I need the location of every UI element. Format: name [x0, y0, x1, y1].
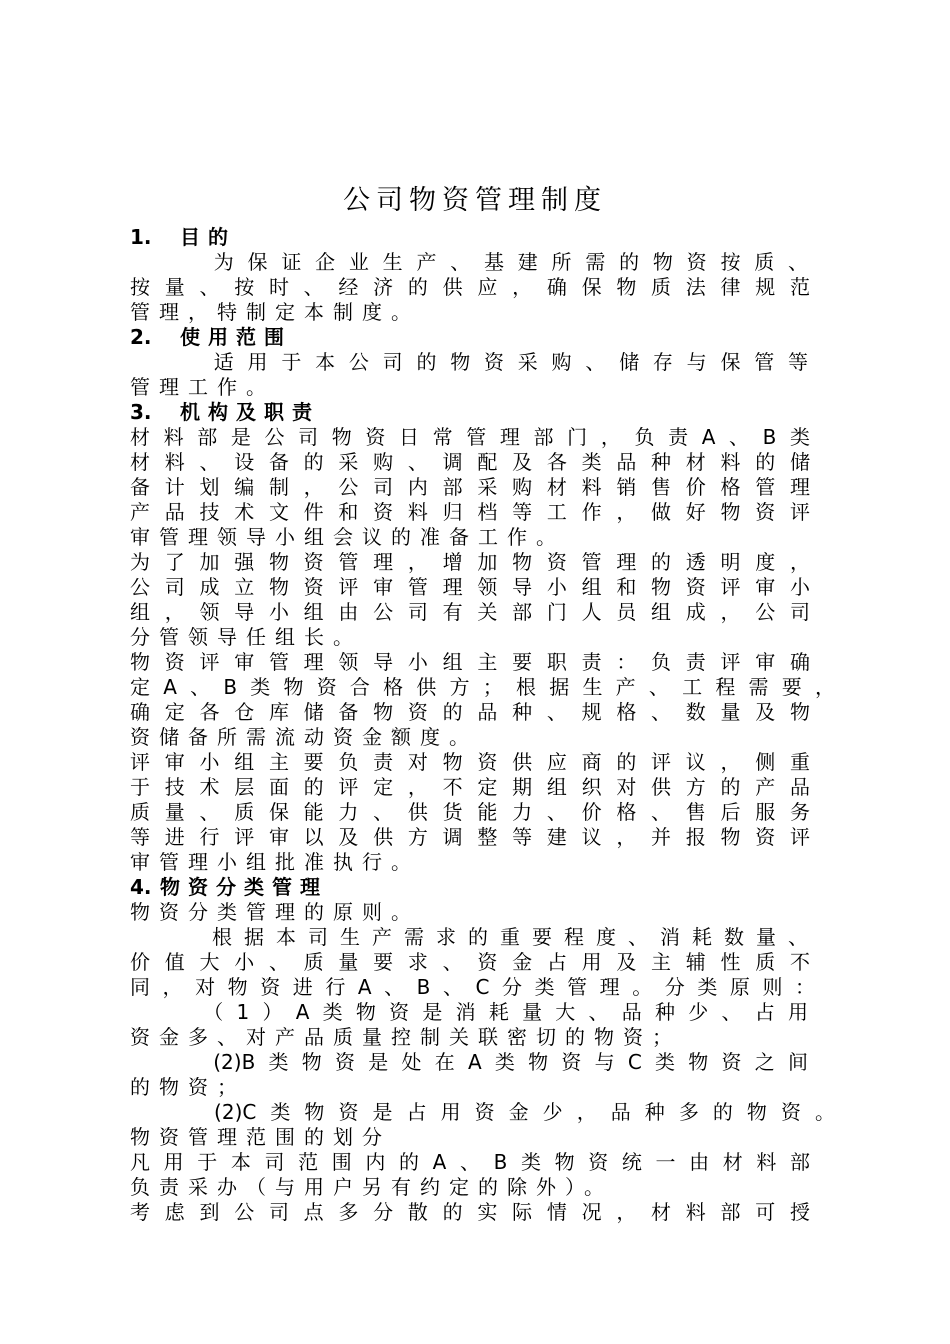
paragraph-line: (2)C类物资是占用资金少，品种多的物资。 — [180, 1100, 835, 1124]
paragraph-line: 资金多、对产品质量控制关联密切的物资； — [130, 1025, 681, 1049]
page-title: 公司物资管理制度 — [343, 185, 607, 216]
paragraph-line: 评审小组主要负责对物资供应商的评议，侧重 — [130, 750, 810, 774]
paragraph-line: 确定各仓库储备物资的品种、规格、数量及物 — [130, 700, 810, 724]
paragraph-line: 资储备所需流动资金额度。 — [130, 725, 478, 749]
paragraph-line: (2)B类物资是处在A类物资与C类物资之间 — [180, 1050, 808, 1074]
paragraph-line: 考虑到公司点多分散的实际情况，材料部可授 — [130, 1200, 810, 1224]
paragraph-line: 组，领导小组由公司有关部门人员组成，公司 — [130, 600, 810, 624]
paragraph-line: 为了加强物资管理，增加物资管理的透明度， — [130, 550, 810, 574]
paragraph-line: 价值大小、质量要求、资金占用及主辅性质不 — [130, 950, 810, 974]
paragraph-line: 物资分类管理的原则。 — [130, 900, 420, 924]
section-heading: 3. 机构及职责 — [130, 400, 320, 424]
paragraph-line: 公司成立物资评审管理领导小组和物资评审小 — [130, 575, 810, 599]
paragraph-line: 定A、B类物资合格供方；根据生产、工程需要， — [130, 675, 835, 699]
paragraph-line: 的物资； — [130, 1075, 246, 1099]
paragraph-line: 管理，特制定本制度。 — [130, 300, 420, 324]
paragraph-line: 为保证企业生产、基建所需的物资按质、 — [180, 250, 808, 274]
paragraph-line: 按量、按时、经济的供应，确保物质法律规范 — [130, 275, 810, 299]
paragraph-line: 凡用于本司范围内的A、B类物资统一由材料部 — [130, 1150, 810, 1174]
paragraph-line: 于技术层面的评定，不定期组织对供方的产品 — [130, 775, 810, 799]
paragraph-line: （1）A类物资是消耗量大、品种少、占用 — [180, 1000, 808, 1024]
section-heading: 2. 使用范围 — [130, 325, 292, 349]
paragraph-line: 质量、质保能力、供货能力、价格、售后服务 — [130, 800, 810, 824]
paragraph-line: 审管理领导小组会议的准备工作。 — [130, 525, 565, 549]
paragraph-line: 物资评审管理领导小组主要职责：负责评审确 — [130, 650, 810, 674]
paragraph-line: 适用于本公司的物资采购、储存与保管等 — [180, 350, 808, 374]
section-heading: 4. 物资分类管理 — [130, 875, 328, 899]
paragraph-line: 材料部是公司物资日常管理部门，负责A、B类 — [130, 425, 810, 449]
section-heading: 1. 目的 — [130, 225, 236, 249]
paragraph-line: 备计划编制，公司内部采购材料销售价格管理 — [130, 475, 810, 499]
paragraph-line: 负责采办（与用户另有约定的除外）。 — [130, 1175, 613, 1199]
paragraph-line: 等进行评审以及供方调整等建议，并报物资评 — [130, 825, 810, 849]
paragraph-line: 产品技术文件和资料归档等工作，做好物资评 — [130, 500, 810, 524]
paragraph-line: 物资管理范围的划分 — [130, 1125, 391, 1149]
paragraph-line: 管理工作。 — [130, 375, 275, 399]
paragraph-line: 根据本司生产需求的重要程度、消耗数量、 — [180, 925, 808, 949]
paragraph-line: 分管领导任组长。 — [130, 625, 362, 649]
paragraph-line: 同，对物资进行A、B、C分类管理。分类原则： — [130, 975, 815, 999]
paragraph-line: 审管理小组批准执行。 — [130, 850, 420, 874]
paragraph-line: 材料、设备的采购、调配及各类品种材料的储 — [130, 450, 810, 474]
